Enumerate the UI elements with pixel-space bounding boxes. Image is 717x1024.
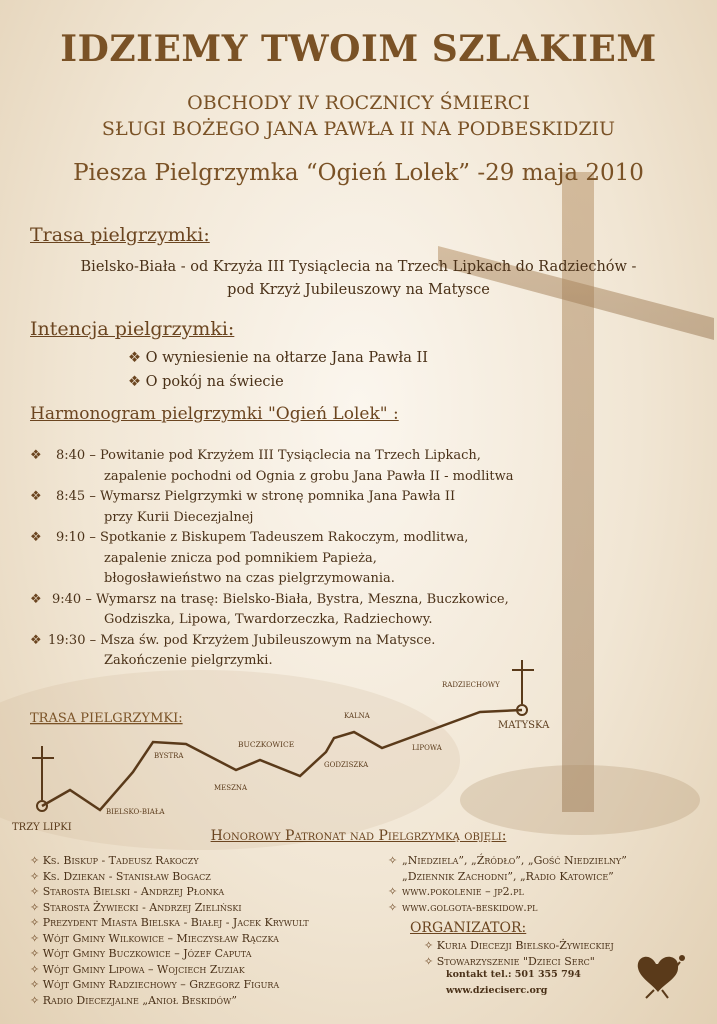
map-point-label: BIELSKO-BIAŁA — [106, 808, 165, 816]
diamond-bullet-icon: ✧ — [30, 962, 43, 976]
schedule-line: 8:45 – Wymarsz Pielgrzymki w stronę pomnika Jana Pawła II — [56, 489, 456, 504]
patron-name: Prezydent Miasta Bielska - Białej - Jacek Krywult — [42, 916, 309, 929]
dzieci-serc-logo-icon — [634, 950, 690, 1000]
organizer-heading: ORGANIZATOR: — [410, 920, 527, 936]
media-line: www.golgota-beskidow.pl — [402, 900, 538, 914]
schedule-line: Godziszka, Lipowa, Twardorzeczka, Radziechowy. — [104, 612, 433, 627]
diamond-bullet-icon: ✧ — [30, 947, 43, 960]
subtitle-line-1: OBCHODY IV ROCZNICY ŚMIERCI — [187, 92, 530, 114]
diamond-bullet-icon: ✧ — [30, 978, 43, 991]
patronage-heading: Honorowy Patronat nad Pielgrzymką objęli: — [210, 828, 507, 844]
schedule-item — [30, 590, 590, 631]
patron-item — [30, 869, 380, 885]
route-line-2: pod Krzyż Jubileuszowy na Matysce — [227, 282, 490, 298]
diamond-bullet-icon: ✧ — [388, 885, 398, 898]
schedule-line: 19:30 – Msza św. pod Krzyżem Jubileuszowym na Matysce. — [48, 632, 436, 648]
route-line-1: Bielsko-Biała - od Krzyża III Tysiąclecia na Trzech Lipkach do Radziechów - — [80, 259, 637, 275]
intention-item-text: O pokój na świecie — [145, 374, 284, 390]
diamond-bullet-icon: ❖ — [128, 350, 146, 366]
media-item — [388, 853, 708, 884]
patron-item — [30, 931, 380, 947]
map-point-label: BUCZKOWICE — [238, 740, 295, 749]
organizer-contact: kontakt tel.: 501 355 794 — [446, 969, 581, 980]
diamond-bullet-icon: ✧ — [424, 939, 437, 952]
patron-name: Starosta Żywiecki - Andrzej Zieliński — [42, 900, 242, 914]
patron-item — [30, 853, 380, 869]
page-title: IDZIEMY TWOIM SZLAKIEM — [60, 28, 657, 70]
schedule-line: 8:40 – Powitanie pod Krzyżem III Tysiąclecia na Trzech Lipkach, — [56, 448, 481, 463]
patronage-right-list — [388, 853, 708, 915]
patron-name: Wójt Gminy Radziechowy – Grzegorz Figura — [42, 978, 280, 991]
patron-item — [30, 993, 380, 1009]
diamond-bullet-icon: ✧ — [30, 931, 43, 945]
diamond-bullet-icon: ❖ — [128, 374, 146, 390]
media-item — [388, 884, 708, 900]
schedule-line: 9:10 – Spotkanie z Biskupem Tadeuszem Rakoczym, modlitwa, — [56, 530, 469, 545]
organizer-name: Stowarzyszenie "Dzieci Serc" — [436, 954, 595, 968]
patron-item — [30, 946, 380, 962]
diamond-bullet-icon: ✧ — [388, 900, 398, 914]
schedule-line: Zakończenie pielgrzymki. — [104, 653, 273, 668]
schedule-list — [30, 446, 590, 672]
map-point-label: TRZY LIPKI — [12, 822, 72, 833]
schedule-item — [30, 446, 590, 487]
schedule-line: błogosławieństwo na czas pielgrzymowania. — [104, 571, 395, 586]
patronage-left-list — [30, 853, 380, 1008]
map-point-label: KALNA — [344, 712, 370, 720]
media-line: www.pokolenie – jp2.pl — [402, 885, 524, 898]
schedule-heading: Harmonogram pielgrzymki "Ogień Lolek" : — [30, 404, 399, 424]
patron-name: Wójt Gminy Lipowa – Wojciech Zuziak — [42, 962, 245, 976]
media-item — [388, 900, 708, 916]
schedule-line: przy Kurii Diecezjalnej — [104, 509, 254, 525]
intention-item — [128, 374, 284, 390]
schedule-line: 9:40 – Wymarsz na trasę: Bielsko-Biała, Bystra, Meszna, Buczkowice, — [52, 591, 509, 607]
diamond-bullet-icon: ✧ — [424, 954, 437, 968]
schedule-line: zapalenie pochodni od Ognia z grobu Jana Pawła II - modlitwa — [104, 468, 514, 484]
organizer-name: Kuria Diecezji Bielsko-Żywieckiej — [436, 939, 614, 952]
patron-item — [30, 977, 380, 993]
route-heading: Trasa pielgrzymki: — [30, 224, 210, 246]
diamond-bullet-icon: ✧ — [30, 885, 43, 898]
schedule-item — [30, 487, 590, 528]
organizer-website[interactable]: www.dzieciserc.org — [446, 985, 548, 996]
patron-item — [30, 915, 380, 931]
media-line: „Niedziela”, „Źródło”, „Gość Niedzielny” — [402, 854, 627, 867]
patron-name: Starosta Bielski - Andrzej Płonka — [42, 885, 225, 898]
intention-item-text: O wyniesienie na ołtarze Jana Pawła II — [145, 350, 428, 366]
intention-heading: Intencja pielgrzymki: — [30, 318, 235, 340]
diamond-bullet-icon: ❖ — [30, 489, 42, 504]
patron-item — [30, 962, 380, 978]
map-point-label: LIPOWA — [412, 744, 442, 752]
map-point-label: RADZIECHOWY — [442, 681, 500, 689]
end-cross-icon — [512, 660, 534, 715]
media-line: „Dziennik Zachodni”, „Radio Katowice” — [402, 869, 614, 883]
event-line: Piesza Pielgrzymka “Ogień Lolek” -29 maja 2010 — [73, 160, 644, 186]
subtitle-line-2: SŁUGI BOŻEGO JANA PAWŁA II NA PODBESKIDZIU — [101, 118, 616, 140]
diamond-bullet-icon: ✧ — [30, 993, 43, 1007]
patron-name: Ks. Dziekan - Stanisław Bogacz — [42, 869, 211, 883]
diamond-bullet-icon: ❖ — [30, 448, 42, 463]
diamond-bullet-icon: ❖ — [30, 632, 42, 648]
patron-name: Wójt Gminy Buczkowice – Józef Caputa — [42, 947, 252, 960]
diamond-bullet-icon: ❖ — [30, 530, 42, 545]
diamond-bullet-icon: ✧ — [30, 916, 43, 929]
map-point-label: MESZNA — [214, 784, 248, 792]
patron-item — [30, 884, 380, 900]
patron-name: Ks. Biskup - Tadeusz Rakoczy — [42, 854, 199, 867]
diamond-bullet-icon: ✧ — [30, 869, 43, 883]
schedule-line: zapalenie znicza pod pomnikiem Papieża, — [104, 550, 377, 566]
map-heading: TRASA PIELGRZYMKI: — [30, 711, 183, 726]
patron-name: Wójt Gminy Wilkowice – Mieczysław Rączka — [42, 931, 279, 945]
route-map — [0, 660, 717, 840]
map-point-label: MATYSKA — [498, 720, 550, 731]
map-point-label: GODZISZKA — [324, 761, 369, 769]
diamond-bullet-icon: ✧ — [30, 900, 43, 914]
diamond-bullet-icon: ❖ — [30, 591, 42, 607]
intention-item — [128, 350, 428, 366]
schedule-item — [30, 528, 590, 590]
patron-name: Radio Diecezjalne „Anioł Beskidów” — [42, 993, 237, 1007]
map-point-label: BYSTRA — [154, 752, 184, 760]
diamond-bullet-icon: ✧ — [30, 854, 43, 867]
diamond-bullet-icon: ✧ — [388, 854, 398, 867]
patron-item — [30, 900, 380, 916]
